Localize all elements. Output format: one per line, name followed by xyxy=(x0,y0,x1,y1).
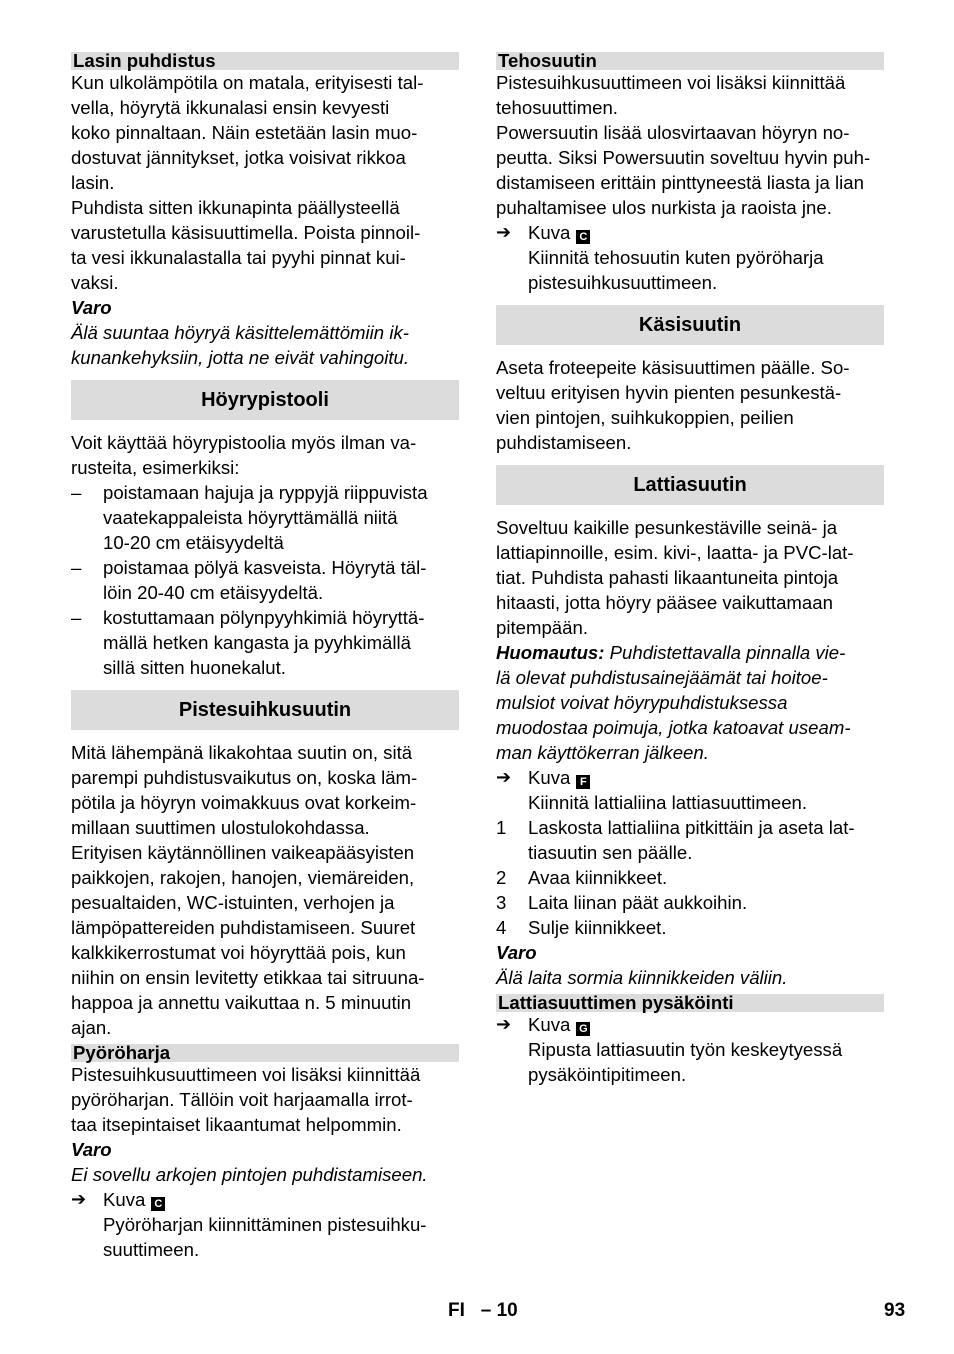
text-line: vella, höyrytä ikkunalasi ensin kevyesti xyxy=(71,97,390,118)
text-line: varustetulla käsisuuttimella. Poista pinnoil- xyxy=(71,222,421,243)
figure-letter-badge: C xyxy=(151,1197,165,1211)
right-column xyxy=(496,52,884,1087)
text-line: pistesuihkusuuttimeen. xyxy=(528,272,718,293)
text-line: pesualtaiden, WC-istuinten, verhojen ja xyxy=(71,892,395,913)
text-line: parempi puhdistusvaikutus on, koska läm- xyxy=(71,767,418,788)
text-line: happoa ja annettu vaikuttaa n. 5 minuutin xyxy=(71,992,412,1013)
text-line: niihin on ensin levitetty etikkaa tai sitruuna- xyxy=(71,967,425,988)
note-first-line xyxy=(496,640,884,665)
section-heading-lattiasuutin: Lattiasuutin xyxy=(496,465,884,505)
text-line: ta vesi ikkunalastalla tai pyyhi pinnat kui- xyxy=(71,247,406,268)
arrow-right-icon: ➔ xyxy=(496,767,512,787)
text-line: paikkojen, rakojen, hanojen, viemäreiden, xyxy=(71,867,415,888)
warning-text: Ei sovellu arkojen pintojen puhdistamiseen. xyxy=(71,1164,428,1185)
section-heading-kasisuutin: Käsisuutin xyxy=(496,305,884,345)
arrow-right-icon: ➔ xyxy=(496,222,512,242)
text-line: vien pintojen, suihkukoppien, peilien xyxy=(496,407,794,428)
dash-bullet: – xyxy=(71,607,82,628)
text-line: ajan. xyxy=(71,1017,112,1038)
text-line: löin 20-40 cm etäisyydeltä. xyxy=(103,582,324,603)
text-line: sillä sitten huonekalut. xyxy=(103,657,286,678)
section-heading-pistesuihkusuutin: Pistesuihkusuutin xyxy=(71,690,459,730)
figure-letter-badge: G xyxy=(576,1022,590,1036)
text-line: Erityisen käytännöllinen vaikeapääsyisten xyxy=(71,842,415,863)
warning-text: Älä suuntaa höyryä käsittelemättömiin ik- xyxy=(71,322,409,343)
arrow-right-icon: ➔ xyxy=(496,1014,512,1034)
text-line: Powersuutin lisää ulosvirtaavan höyryn no- xyxy=(496,122,850,143)
text-line: Pyöröharjan kiinnittäminen pistesuihku- xyxy=(103,1214,427,1235)
text-line: Puhdista sitten ikkunapinta päällysteellä xyxy=(71,197,400,218)
list-item xyxy=(71,480,459,555)
numbered-step xyxy=(496,915,884,940)
text-line: Laskosta lattialiina pitkittäin ja aseta lat- xyxy=(528,817,855,838)
text-line: pyöröharjan. Tällöin voit harjaamalla irrot- xyxy=(71,1089,413,1110)
section-heading-hoyrypistooli: Höyrypistooli xyxy=(71,380,459,420)
text-line: puhaltamisee ulos nurkista ja raoista jne. xyxy=(496,197,832,218)
subheading-lasin-puhdistus: Lasin puhdistus xyxy=(71,52,459,70)
text-line: Kiinnitä lattialiina lattiasuuttimeen. xyxy=(528,792,808,813)
text-line: lasin. xyxy=(71,172,115,193)
subheading-pyoroharja: Pyöröharja xyxy=(71,1044,459,1062)
text-line: veltuu erityisen hyvin pienten pesunkestä- xyxy=(496,382,842,403)
dash-bullet: – xyxy=(71,557,82,578)
warning-text: Älä laita sormia kiinnikkeiden väliin. xyxy=(496,967,788,988)
note-label: Huomautus: xyxy=(496,642,605,663)
figure-label: Kuva xyxy=(528,222,571,243)
text-line: rusteita, esimerkiksi: xyxy=(71,457,240,478)
warning-label: Varo xyxy=(71,1139,112,1160)
note-text: Puhdistettavalla pinnalla vie- xyxy=(604,642,846,663)
text-line: puhdistamiseen. xyxy=(496,432,632,453)
figure-label: Kuva xyxy=(528,1014,571,1035)
text-line: pysäköintipitimeen. xyxy=(528,1064,687,1085)
text-line: distamiseen erittäin pinttyneestä liasta ja lian xyxy=(496,172,864,193)
step-number: 4 xyxy=(496,917,507,938)
text-line: taa itsepintaiset likaantumat helpommin. xyxy=(71,1114,402,1135)
text-line: Laita liinan päät aukkoihin. xyxy=(528,892,748,913)
text-line: Pistesuihkusuuttimeen voi lisäksi kiinnittää xyxy=(496,72,846,93)
paragraph-lasin-1 xyxy=(71,70,459,195)
text-line: lattiapinnoille, esim. kivi-, laatta- ja PVC-lat- xyxy=(496,542,854,563)
text-line: lämpöpattereiden puhdistamiseen. Suuret xyxy=(71,917,416,938)
text-line: millaan suuttimen ulostulokohdassa. xyxy=(71,817,370,838)
numbered-step xyxy=(496,865,884,890)
text-line: hitaasti, jotta höyry pääsee vaikuttamaan xyxy=(496,592,833,613)
text-line: Kiinnitä tehosuutin kuten pyöröharja xyxy=(528,247,824,268)
footer-language-page xyxy=(448,1300,518,1322)
text-line: Ripusta lattiasuutin työn keskeytyessä xyxy=(528,1039,843,1060)
text-line: lä olevat puhdistusainejäämät tai hoitoe- xyxy=(496,667,828,688)
text-line: Kun ulkolämpötila on matala, erityisesti tal- xyxy=(71,72,424,93)
step-number: 1 xyxy=(496,817,507,838)
text-line: Pistesuihkusuuttimeen voi lisäksi kiinnittää xyxy=(71,1064,421,1085)
text-line: pitempään. xyxy=(496,617,588,638)
figure-reference xyxy=(71,1187,459,1212)
text-line: Mitä lähempänä likakohtaa suutin on, sitä xyxy=(71,742,413,763)
dash-bullet: – xyxy=(71,482,82,503)
text-line: dostuvat jännitykset, jotka voisivat rikkoa xyxy=(71,147,406,168)
text-line: poistamaa pölyä kasveista. Höyrytä täl- xyxy=(103,557,427,578)
figure-letter-badge: F xyxy=(576,775,590,789)
warning-label: Varo xyxy=(496,942,537,963)
page-number: 93 xyxy=(884,1300,906,1321)
footer-language: FI xyxy=(448,1300,465,1321)
text-line: vaatekappaleista höyryttämällä niitä xyxy=(103,507,398,528)
text-line: 10-20 cm etäisyydeltä xyxy=(103,532,284,553)
figure-reference xyxy=(496,220,884,245)
text-line: poistamaan hajuja ja ryppyjä riippuvista xyxy=(103,482,428,503)
step-number: 3 xyxy=(496,892,507,913)
figure-letter-badge: C xyxy=(576,230,590,244)
list-item xyxy=(71,555,459,605)
warning-label: Varo xyxy=(71,297,112,318)
paragraph-lasin-2 xyxy=(71,195,459,295)
figure-label: Kuva xyxy=(528,767,571,788)
arrow-right-icon: ➔ xyxy=(71,1189,87,1209)
figure-reference xyxy=(496,1012,884,1037)
left-column xyxy=(71,52,459,1262)
warning-text: kunankehyksiin, jotta ne eivät vahingoitu. xyxy=(71,347,410,368)
text-line: suuttimeen. xyxy=(103,1239,200,1260)
text-line: kalkkikerrostumat voi höyryttää pois, kun xyxy=(71,942,406,963)
text-line: peutta. Siksi Powersuutin soveltuu hyvin puh- xyxy=(496,147,871,168)
subheading-tehosuutin: Tehosuutin xyxy=(496,52,884,70)
footer-local-page: – 10 xyxy=(480,1300,518,1321)
text-line: pötila ja höyryn voimakkuus ovat korkeim- xyxy=(71,792,417,813)
figure-label: Kuva xyxy=(103,1189,146,1210)
subheading-lattiasuuttimen-pysakointi: Lattiasuuttimen pysäköinti xyxy=(496,994,884,1012)
text-line: vaksi. xyxy=(71,272,119,293)
figure-reference xyxy=(496,765,884,790)
text-line: Sulje kiinnikkeet. xyxy=(528,917,667,938)
text-line: Soveltuu kaikille pesunkestäville seinä- ja xyxy=(496,517,838,538)
list-item xyxy=(71,605,459,680)
text-line: tehosuuttimen. xyxy=(496,97,618,118)
text-line: Voit käyttää höyrypistoolia myös ilman va- xyxy=(71,432,417,453)
numbered-step xyxy=(496,890,884,915)
text-line: mulsiot voivat höyrypuhdistuksessa xyxy=(496,692,788,713)
text-line: tiasuutin sen päälle. xyxy=(528,842,693,863)
text-line: tiat. Puhdista pahasti likaantuneita pintoja xyxy=(496,567,839,588)
text-line: Aseta froteepeite käsisuuttimen päälle. So- xyxy=(496,357,850,378)
text-line: man käyttökerran jälkeen. xyxy=(496,742,709,763)
text-line: Avaa kiinnikkeet. xyxy=(528,867,668,888)
text-line: mällä hetken kangasta ja pyyhkimällä xyxy=(103,632,411,653)
text-line: koko pinnaltaan. Näin estetään lasin muo- xyxy=(71,122,418,143)
numbered-step xyxy=(496,815,884,865)
paragraph-piste xyxy=(71,740,459,1040)
text-line: kostuttamaan pölynpyyhkimiä höyryttä- xyxy=(103,607,425,628)
step-number: 2 xyxy=(496,867,507,888)
text-line: muodostaa poimuja, jotka katoavat useam- xyxy=(496,717,851,738)
